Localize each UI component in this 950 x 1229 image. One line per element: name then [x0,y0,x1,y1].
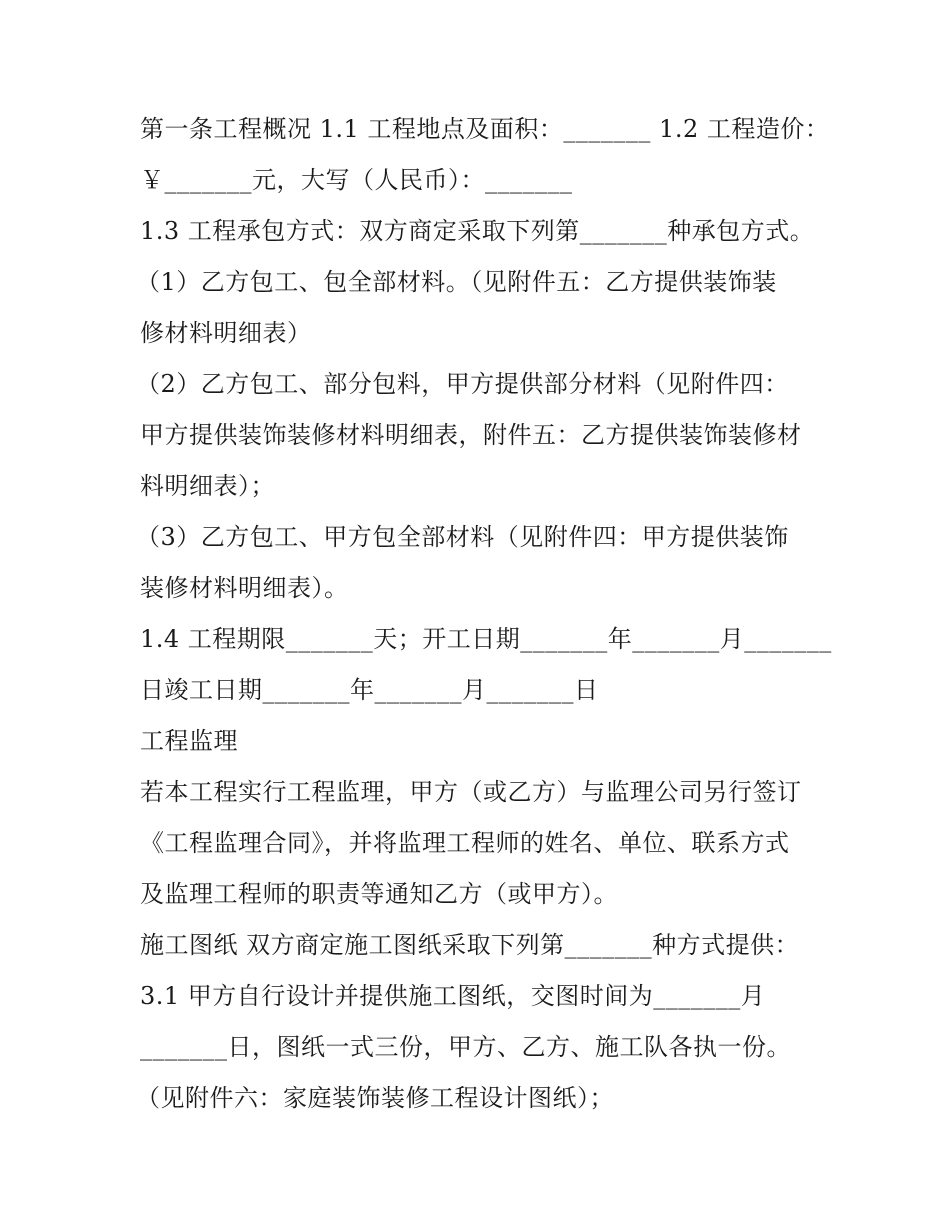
text-line: 日竣工日期_______年_______月_______日 [140,676,599,704]
text-line: （见附件六：家庭装饰装修工程设计图纸）； [136,1084,614,1112]
text-line: 施工图纸 双方商定施工图纸采取下列第_______种方式提供： [140,931,800,959]
text-line: 1.4 工程期限_______天；开工日期_______年_______月_______ [140,625,832,653]
text-line: （3）乙方包工、甲方包全部材料（见附件四：甲方提供装饰 [136,523,789,551]
text-line: 装修材料明细表）。 [140,574,349,602]
document-body [136,104,832,1124]
text-line: 若本工程实行工程监理，甲方（或乙方）与监理公司另行签订 [140,778,802,806]
text-line: 1.3 工程承包方式：双方商定采取下列第_______种承包方式。 [140,217,815,245]
text-line: 料明细表）； [140,472,275,500]
section-heading: 工程监理 [140,727,238,755]
text-line: _______日，图纸一式三份，甲方、乙方、施工队各执一份。 [140,1033,791,1061]
text-line: 修材料明细表） [140,319,312,347]
text-line: 3.1 甲方自行设计并提供施工图纸，交图时间为_______月 [140,982,766,1010]
text-line: （1）乙方包工、包全部材料。（见附件五：乙方提供装饰装 [136,268,777,296]
text-line: 《工程监理合同》，并将监理工程师的姓名、单位、联系方式 [140,829,790,857]
text-line: 甲方提供装饰装修材料明细表，附件五：乙方提供装饰装修材 [140,421,802,449]
text-line: 第一条工程概况 1.1 工程地点及面积：_______ 1.2 工程造价： [140,115,830,143]
text-line: （2）乙方包工、部分包料，甲方提供部分材料（见附件四： [136,370,789,398]
text-line: 及监理工程师的职责等通知乙方（或甲方）。 [140,880,618,908]
text-line: ￥_______元，大写（人民币）：_______ [140,166,573,194]
